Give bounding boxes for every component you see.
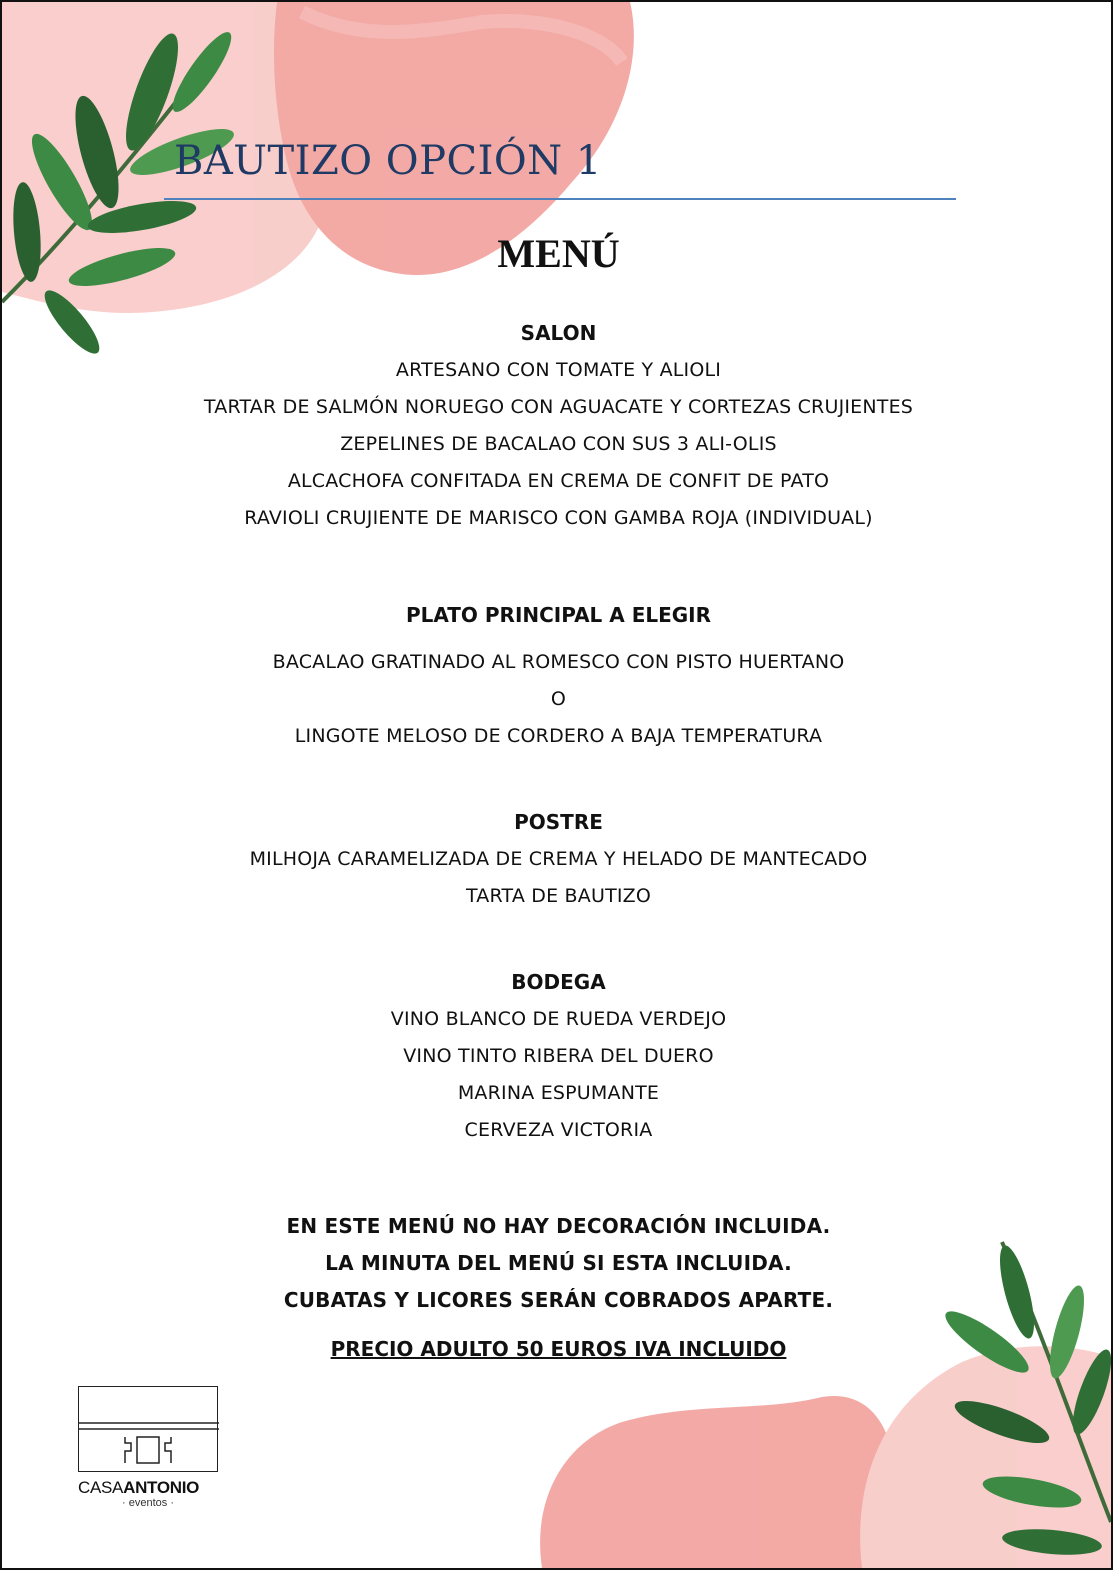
note-line: EN ESTE MENÚ NO HAY DECORACIÓN INCLUIDA.	[286, 1214, 831, 1238]
price-block	[2, 1331, 1113, 1368]
menu-item: CERVEZA VICTORIA	[464, 1119, 653, 1141]
menu-heading: MENÚ	[497, 231, 620, 276]
section-bodega	[2, 964, 1113, 1149]
note-line: LA MINUTA DEL MENÚ SI ESTA INCLUIDA.	[325, 1251, 792, 1275]
menu-item: ALCACHOFA CONFITADA EN CREMA DE CONFIT DE PATO	[287, 470, 830, 492]
section-title: BODEGA	[511, 970, 606, 994]
title-divider	[164, 198, 956, 200]
logo-name-light: CASA	[78, 1478, 124, 1497]
logo-door-icon	[79, 1387, 219, 1473]
notes-block	[2, 1208, 1113, 1319]
menu-item: ARTESANO CON TOMATE Y ALIOLI	[395, 359, 722, 381]
menu-item: RAVIOLI CRUJIENTE DE MARISCO CON GAMBA ROJA (INDIVIDUAL)	[244, 507, 873, 529]
logo-name-bold: ANTONIO	[123, 1478, 200, 1497]
menu-item: MILHOJA CARAMELIZADA DE CREMA Y HELADO DE MANTECADO	[249, 848, 868, 870]
section-salon	[2, 315, 1113, 537]
casa-antonio-logo	[78, 1386, 222, 1509]
logo-mark	[78, 1386, 218, 1472]
section-principal	[2, 597, 1113, 755]
menu-item: ZEPELINES DE BACALAO CON SUS 3 ALI-OLIS	[340, 433, 777, 455]
menu-item: VINO BLANCO DE RUEDA VERDEJO	[390, 1008, 727, 1030]
menu-item: TARTAR DE SALMÓN NORUEGO CON AGUACATE Y CORTEZAS CRUJIENTES	[203, 396, 914, 418]
menu-item: VINO TINTO RIBERA DEL DUERO	[403, 1045, 714, 1067]
section-postre	[2, 804, 1113, 915]
menu-item: TARTA DE BAUTIZO	[465, 885, 652, 907]
menu-item: O	[550, 688, 567, 710]
logo-subtitle: · eventos ·	[122, 1497, 174, 1509]
section-title: PLATO PRINCIPAL A ELEGIR	[405, 603, 712, 627]
price-line: PRECIO ADULTO 50 EUROS IVA INCLUIDO	[330, 1337, 787, 1361]
section-title: POSTRE	[514, 810, 603, 834]
document-title: BAUTIZO OPCIÓN 1	[174, 138, 602, 184]
menu-item: BACALAO GRATINADO AL ROMESCO CON PISTO HUERTANO	[272, 651, 845, 673]
menu-item: MARINA ESPUMANTE	[457, 1082, 660, 1104]
logo-wordmark	[78, 1478, 222, 1498]
note-line: CUBATAS Y LICORES SERÁN COBRADOS APARTE.	[283, 1288, 834, 1312]
section-title: SALON	[520, 321, 597, 345]
menu-item: LINGOTE MELOSO DE CORDERO A BAJA TEMPERATURA	[294, 725, 823, 747]
